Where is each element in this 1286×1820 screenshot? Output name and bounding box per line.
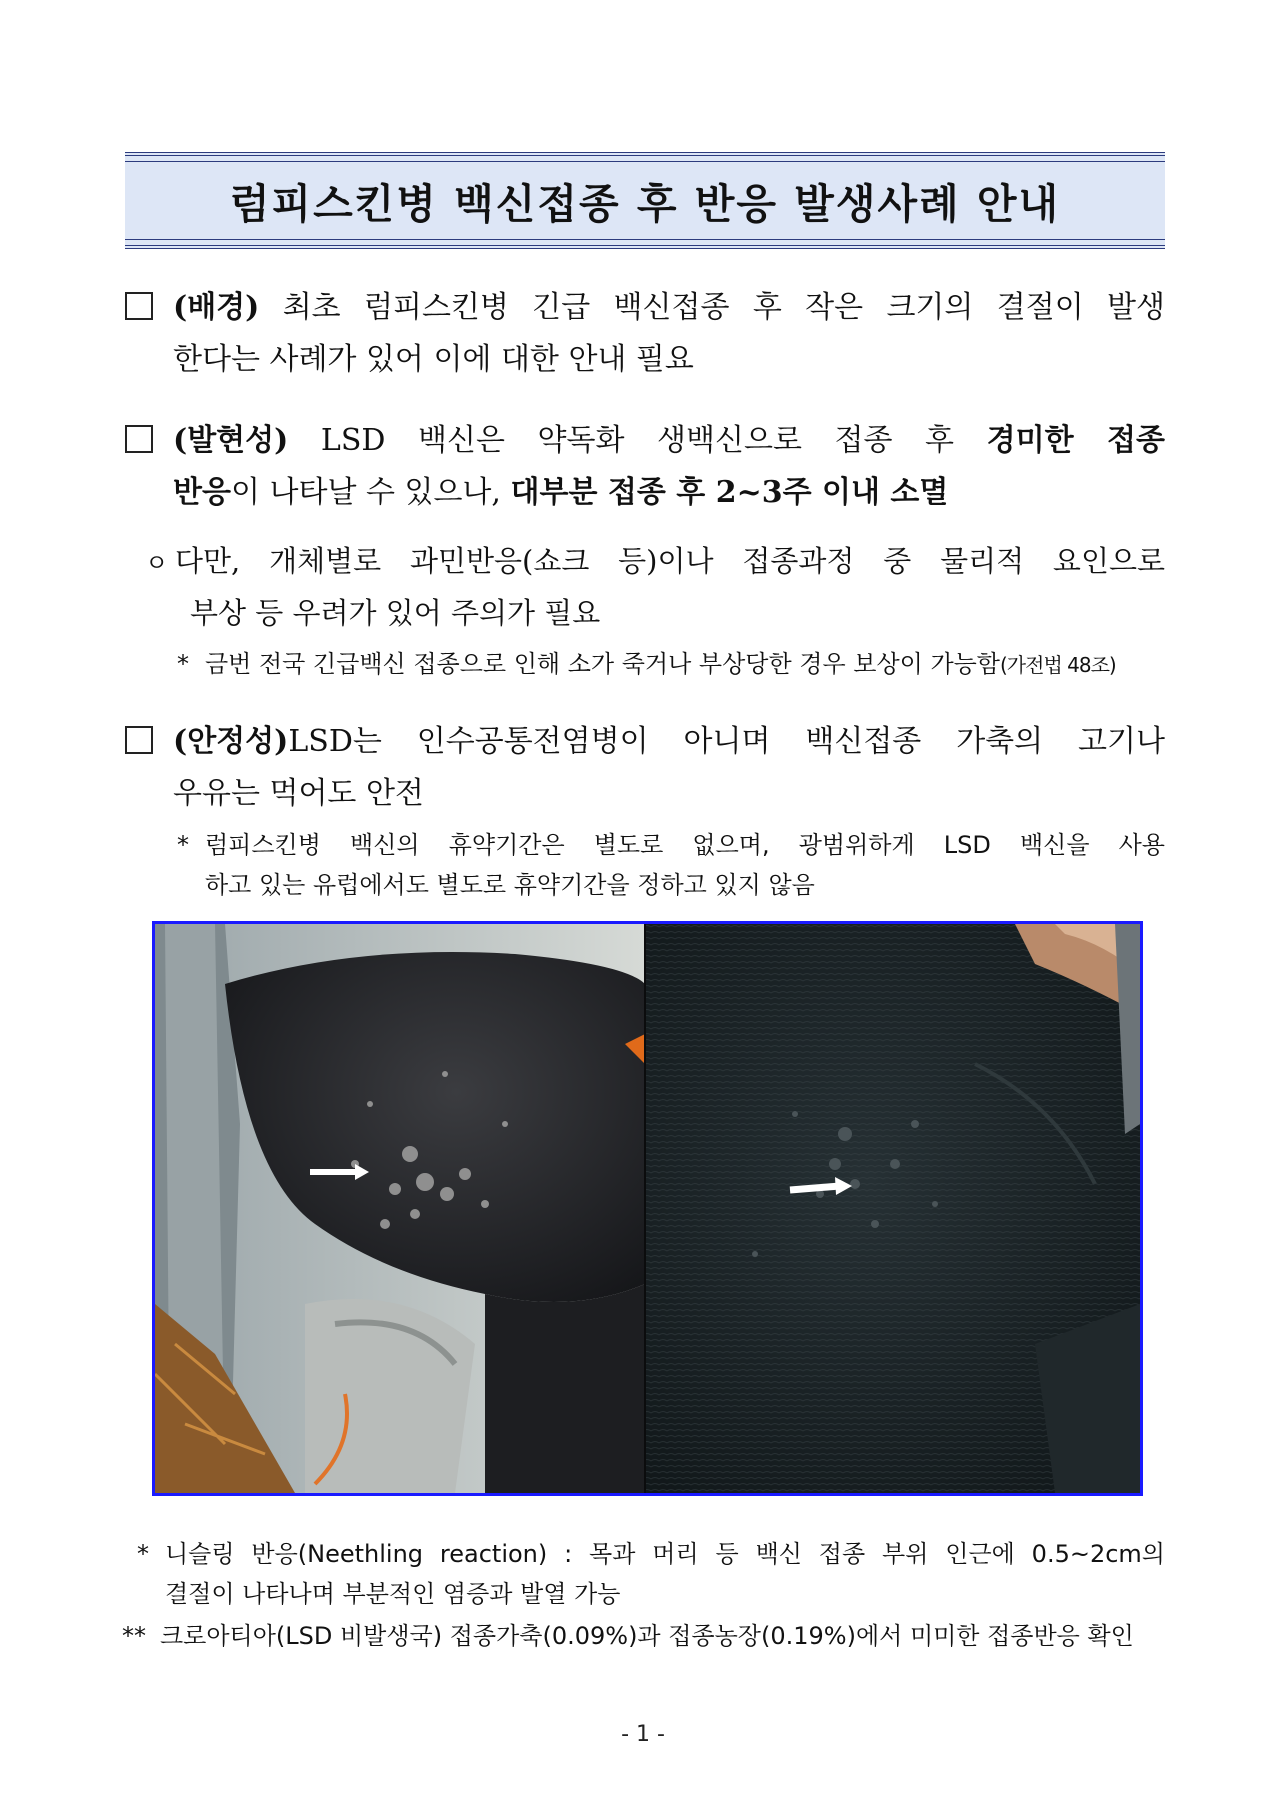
checkbox-square-icon [125, 292, 153, 320]
asterisk-marker: * [137, 1540, 149, 1568]
title-rule-bottom [125, 239, 1165, 240]
circle-bullet: ㅇ [145, 549, 169, 577]
section-emphasis: 반응 [173, 475, 231, 510]
section-label: (배경) [173, 290, 260, 325]
section-label: (안정성) [173, 724, 289, 759]
note-law-reference: (가전법 48조) [1000, 653, 1116, 677]
sub-item-text-continued: 부상 등 우려가 있어 주의가 필요 [190, 596, 601, 630]
section-text: 이 나타날 수 있으나, [230, 475, 511, 510]
section-text-continued: 우유는 먹어도 안전 [173, 776, 424, 811]
section-background [125, 282, 1165, 386]
footnote-croatia [122, 1616, 1165, 1656]
section-text: LSD는 인수공통전염병이 아니며 백신접종 가축의 고기나 [288, 724, 1165, 759]
note-text: 럼피스킨병 백신의 휴약기간은 별도로 없으며, 광범위하게 LSD 백신을 사용 [205, 831, 1165, 859]
asterisk-marker: * [177, 650, 189, 678]
cattle-reaction-photo [152, 921, 1143, 1496]
footnote-text: 니슬링 반응(Neethling reaction) : 목과 머리 등 백신 접종 부위 인근에 0.5~2cm의 [165, 1540, 1165, 1568]
asterisk-marker: * [177, 831, 189, 859]
footnote-neethling [137, 1534, 1165, 1614]
page-title: 럼피스킨병 백신접종 후 반응 발생사례 안내 [229, 180, 1061, 228]
footnote-text: 크로아티아(LSD 비발생국) 접종가축(0.09%)과 접종농장(0.19%)에서 미미한 접종반응 확인 [160, 1622, 1134, 1650]
section-manifestation [125, 415, 1165, 519]
note-compensation [177, 644, 1165, 685]
section-label: (발현성) [173, 423, 289, 458]
note-text-continued: 하고 있는 유럽에서도 별도로 휴약기간을 정하고 있지 않음 [205, 871, 815, 899]
footnote-text-continued: 결절이 나타나며 부분적인 염증과 발열 가능 [165, 1580, 621, 1608]
section-emphasis: 경미한 접종 [986, 423, 1165, 458]
section-text-continued: 한다는 사례가 있어 이에 대한 안내 필요 [173, 342, 694, 377]
title-rule-top [125, 161, 1165, 162]
checkbox-square-icon [125, 425, 153, 453]
section-text: LSD 백신은 약독화 생백신으로 접종 후 [288, 423, 987, 458]
sub-item-caution [145, 536, 1165, 638]
double-asterisk-marker: ** [122, 1622, 146, 1650]
section-text: 최초 럼피스킨병 긴급 백신접종 후 작은 크기의 결절이 발생 [259, 290, 1165, 325]
note-text: 금번 전국 긴급백신 접종으로 인해 소가 죽거나 부상당한 경우 보상이 가능함 [205, 650, 1000, 678]
section-emphasis: 대부분 접종 후 2~3주 이내 소멸 [510, 475, 949, 510]
photo-illustration [155, 924, 1140, 1493]
right-photo [645, 924, 1140, 1493]
checkbox-square-icon [125, 726, 153, 754]
left-photo [155, 924, 645, 1493]
title-banner [125, 152, 1165, 249]
sub-item-text: 다만, 개체별로 과민반응(쇼크 등)이나 접종과정 중 물리적 요인으로 [175, 544, 1165, 578]
note-withdrawal-period [177, 825, 1165, 905]
section-safety [125, 716, 1165, 820]
page-number: - 1 - [621, 1722, 665, 1747]
